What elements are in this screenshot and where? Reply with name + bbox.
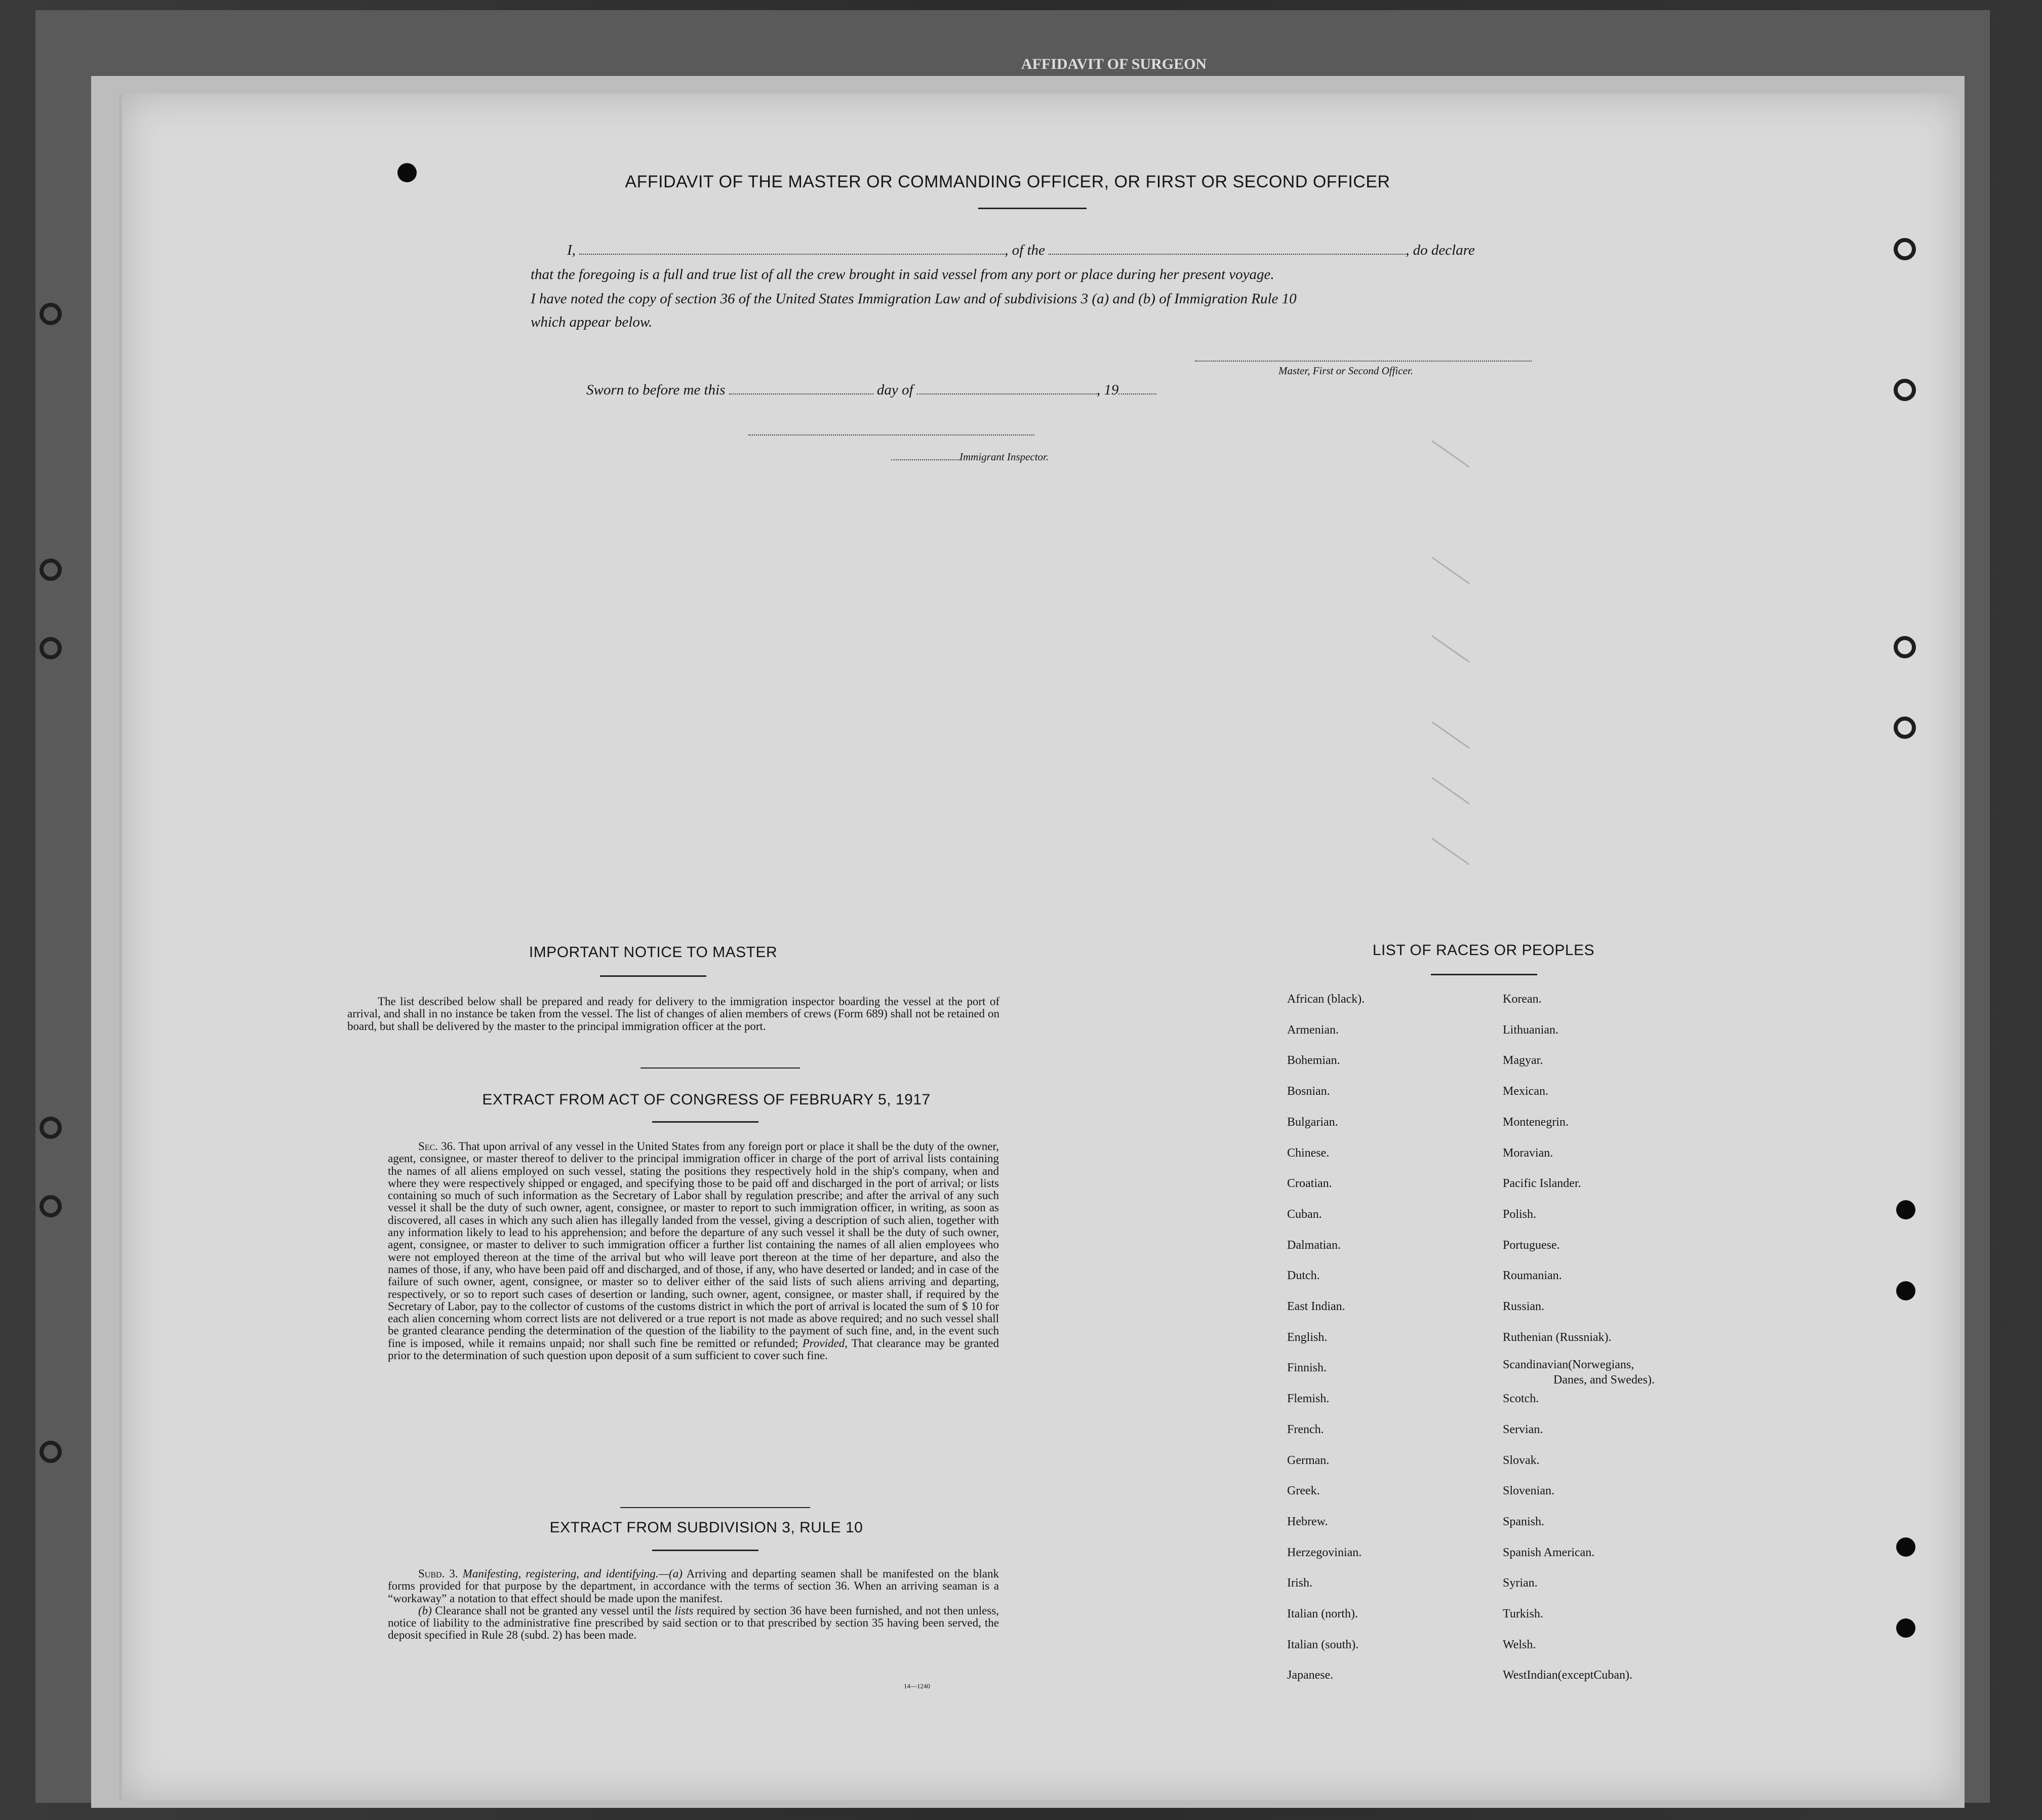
inspector-signature-caption xyxy=(891,451,1049,463)
binder-hole-icon xyxy=(1894,238,1916,260)
race-item: Mexican. xyxy=(1503,1085,1548,1098)
race-item: African (black). xyxy=(1287,993,1365,1006)
binder-hole-icon xyxy=(39,637,62,659)
b-lists-word: lists xyxy=(674,1604,694,1617)
race-item: Japanese. xyxy=(1287,1669,1334,1682)
b-text-pre: Clearance shall not be granted any vessel until the xyxy=(435,1604,671,1617)
race-item: French. xyxy=(1287,1422,1324,1436)
races-divider xyxy=(1431,974,1537,975)
race-item: Croatian. xyxy=(1287,1177,1332,1191)
rule10-paragraph-b xyxy=(388,1605,999,1642)
race-item: English. xyxy=(1287,1330,1328,1344)
race-item: Scotch. xyxy=(1503,1392,1539,1406)
race-item: Finnish. xyxy=(1287,1361,1327,1375)
sworn-label: Sworn to before me this xyxy=(586,382,726,398)
race-item: Italian (north). xyxy=(1287,1607,1358,1620)
race-item: Armenian. xyxy=(1287,1023,1339,1037)
binder-hole-icon xyxy=(1896,1281,1915,1300)
race-item: Russian. xyxy=(1503,1300,1545,1313)
binder-hole-icon xyxy=(1896,1537,1915,1557)
race-item: Roumanian. xyxy=(1503,1269,1562,1283)
race-item: Moravian. xyxy=(1503,1146,1553,1160)
race-item: Hebrew. xyxy=(1287,1515,1328,1528)
race-item: Ruthenian (Russniak). xyxy=(1503,1330,1612,1344)
inspector-name-field[interactable] xyxy=(891,459,959,460)
act-paragraph xyxy=(388,1140,999,1362)
race-item: Dalmatian. xyxy=(1287,1238,1341,1252)
title-divider xyxy=(978,208,1087,209)
act-body xyxy=(388,1140,999,1362)
year-prefix-label: , 19 xyxy=(1096,382,1119,398)
race-item: Slovenian. xyxy=(1503,1484,1554,1498)
do-declare-label: , do declare xyxy=(1406,242,1475,258)
races-heading: LIST OF RACES OR PEOPLES xyxy=(1372,942,1595,959)
sworn-year-field[interactable] xyxy=(1118,393,1156,394)
race-item: Portuguese. xyxy=(1503,1238,1560,1252)
race-item: Greek. xyxy=(1287,1484,1320,1498)
affidavit-form-page xyxy=(119,94,1960,1800)
race-item: Spanish. xyxy=(1503,1515,1545,1528)
binder-hole-icon xyxy=(39,559,62,581)
notice-divider xyxy=(600,975,706,977)
rule10-divider xyxy=(652,1550,758,1551)
race-item: Spanish American. xyxy=(1503,1546,1595,1559)
race-item: Welsh. xyxy=(1503,1638,1536,1651)
b-text-post: required by section 36 have been furnished, and not then unless, notice of liability to the administrative fine prescribed by said section or to that prescribed by section 35 having been served, the deposit specified in Rule 28 (subd. 2) has been made. xyxy=(388,1604,999,1642)
sworn-line xyxy=(586,382,1156,399)
race-item: Bosnian. xyxy=(1287,1085,1330,1098)
sworn-day-field[interactable] xyxy=(729,393,873,394)
race-item: Chinese. xyxy=(1287,1146,1330,1160)
race-item: Irish. xyxy=(1287,1576,1312,1590)
race-item: Bulgarian. xyxy=(1287,1115,1338,1129)
sworn-month-field[interactable] xyxy=(917,393,1097,394)
provided-label: Provided, xyxy=(802,1336,848,1350)
sec-36-label: Sec. 36. xyxy=(418,1140,456,1153)
race-item: WestIndian(exceptCuban). xyxy=(1503,1669,1632,1682)
vessel-field[interactable] xyxy=(1049,254,1406,255)
binder-hole-icon xyxy=(39,303,62,325)
subd-label: Subd. 3. xyxy=(418,1567,458,1580)
rule10-heading: EXTRACT FROM SUBDIVISION 3, RULE 10 xyxy=(549,1519,863,1536)
underlying-page-heading: AFFIDAVIT OF SURGEON xyxy=(1021,56,1207,72)
rule10-body xyxy=(388,1568,999,1642)
inspector-caption-text: Immigrant Inspector. xyxy=(959,451,1049,463)
notice-end-rule xyxy=(640,1067,800,1069)
race-item: Polish. xyxy=(1503,1207,1537,1221)
declaration-line-2: that the foregoing is a full and true list of all the crew brought in said vessel from any port or place during her present voyage. xyxy=(531,266,1274,283)
race-item: Montenegrin. xyxy=(1503,1115,1569,1129)
race-item: Herzegovinian. xyxy=(1287,1546,1362,1559)
binder-hole-icon xyxy=(1894,717,1916,739)
race-item: Syrian. xyxy=(1503,1576,1538,1590)
race-item: Bohemian. xyxy=(1287,1054,1340,1067)
punch-dot-icon xyxy=(397,163,417,182)
of-the-label: , of the xyxy=(1005,242,1045,258)
b-label: (b) xyxy=(418,1604,432,1617)
binder-hole-icon xyxy=(1896,1618,1915,1638)
name-field[interactable] xyxy=(579,254,1005,255)
notice-heading: IMPORTANT NOTICE TO MASTER xyxy=(529,944,778,961)
race-item: Magyar. xyxy=(1503,1054,1543,1067)
provided-text: That clearance may be granted prior to the determination of such question upon deposit of a sum sufficient to cover such fine. xyxy=(388,1336,999,1362)
act-divider xyxy=(652,1121,758,1123)
race-item: Scandinavian(Norwegians, xyxy=(1503,1358,1634,1372)
race-item: Lithuanian. xyxy=(1503,1023,1558,1037)
race-item: Slovak. xyxy=(1503,1453,1540,1467)
affidavit-title: AFFIDAVIT OF THE MASTER OR COMMANDING OFFICER, OR FIRST OR SECOND OFFICER xyxy=(625,172,1390,191)
i-label: I, xyxy=(567,242,576,258)
race-item: Servian. xyxy=(1503,1422,1543,1436)
race-item: Cuban. xyxy=(1287,1207,1322,1221)
subd-a-text: Arriving and departing seamen shall be manifested on the blank forms provided for that purpose by the department, in accordance with the terms of section 36. When an arriving seaman is a “workaway” a notation to that effect should be made upon the manifest. xyxy=(388,1567,999,1605)
binder-hole-icon xyxy=(1894,636,1916,658)
declaration-line-1 xyxy=(567,242,1475,259)
race-item: Flemish. xyxy=(1287,1392,1330,1406)
binder-hole-icon xyxy=(1896,1200,1915,1219)
inspector-signature-field[interactable] xyxy=(748,434,1034,436)
race-item: Korean. xyxy=(1503,993,1542,1006)
form-number: 14—1240 xyxy=(904,1682,930,1690)
race-item: Italian (south). xyxy=(1287,1638,1359,1651)
master-signature-caption: Master, First or Second Officer. xyxy=(1278,365,1413,377)
declaration-line-4: which appear below. xyxy=(531,314,653,330)
act-text: That upon arrival of any vessel in the United States from any foreign port or place it shall be the duty of the owner, agent, consignee, or master thereof to deliver to the principal immigration officer in charge of the port of arrival lists containing the names of all aliens employed on such vessel, stating the positions they respectively hold in the ship's company, when and where they were respectively shipped or engaged, and specifying those to be paid off and discharged in the port of arrival; or lists containing so much of such information as the Secretary of Labor shall by regulation prescribe; and after the arrival of any such vessel it shall be the duty of such owner, agent, consignee, or master to report to such immigration officer, in writing, as soon as discovered, all cases in which any such alien has illegally landed from the vessel, giving a description of such alien, together with any information likely to lead to his apprehension; and before the departure of any such vessel it shall be the duty of such owner, agent, consignee, or master to deliver to such immigration officer a further list containing the names of all alien employees who were not employed thereon at the time of the arrival but who will leave port thereon at the time of her departure, and also the names of those, if any, who have been paid off and discharged, and of those, if any, who have deserted or landed; and in case of the failure of such owner, agent, consignee, or master so to deliver either of the said lists of such aliens arriving and departing, respectively, or so to report such cases of desertion or landing, such owner, agent, consignee, or master shall, if required by the Secretary of Labor, pay to the collector of customs of the customs district in which the port of arrival is located the sum of $ 10 for each alien concerning whom correct lists are not delivered or a true report is not made as above required; and no such vessel shall be granted clearance pending the determination of the question of the liability to the payment of such fine, and, in the event such fine is imposed, while it remains unpaid; nor shall such fine be remitted or refunded; xyxy=(388,1140,999,1350)
binder-hole-icon xyxy=(1894,379,1916,401)
binder-hole-icon xyxy=(39,1195,62,1217)
act-end-rule xyxy=(620,1507,810,1508)
subd-title: Manifesting, registering, and identifying.—(a) xyxy=(462,1567,683,1580)
notice-body xyxy=(347,996,999,1033)
race-item: Pacific Islander. xyxy=(1503,1177,1581,1191)
race-item: Dutch. xyxy=(1287,1269,1320,1283)
day-of-label: day of xyxy=(876,382,913,398)
act-heading: EXTRACT FROM ACT OF CONGRESS OF FEBRUARY 5, 1917 xyxy=(482,1091,931,1108)
race-item: East Indian. xyxy=(1287,1300,1345,1313)
notice-text: The list described below shall be prepared and ready for delivery to the immigration inspector boarding the vessel at the port of arrival, and shall in no instance be taken from the vessel. The list of changes of alien members of crews (Form 689) shall not be retained on board, but shall be delivered by the master to the principal immigration officer at the port. xyxy=(347,995,999,1033)
binder-hole-icon xyxy=(39,1117,62,1139)
race-item: German. xyxy=(1287,1453,1330,1467)
binder-hole-icon xyxy=(39,1441,62,1463)
race-item: Turkish. xyxy=(1503,1607,1543,1620)
race-item: Danes, and Swedes). xyxy=(1553,1373,1655,1387)
rule10-paragraph-a xyxy=(388,1568,999,1605)
declaration-line-3: I have noted the copy of section 36 of the United States Immigration Law and of subdivisions 3 (a) and (b) of Immigration Rule 10 xyxy=(531,291,1297,307)
master-signature-field[interactable] xyxy=(1195,361,1532,362)
